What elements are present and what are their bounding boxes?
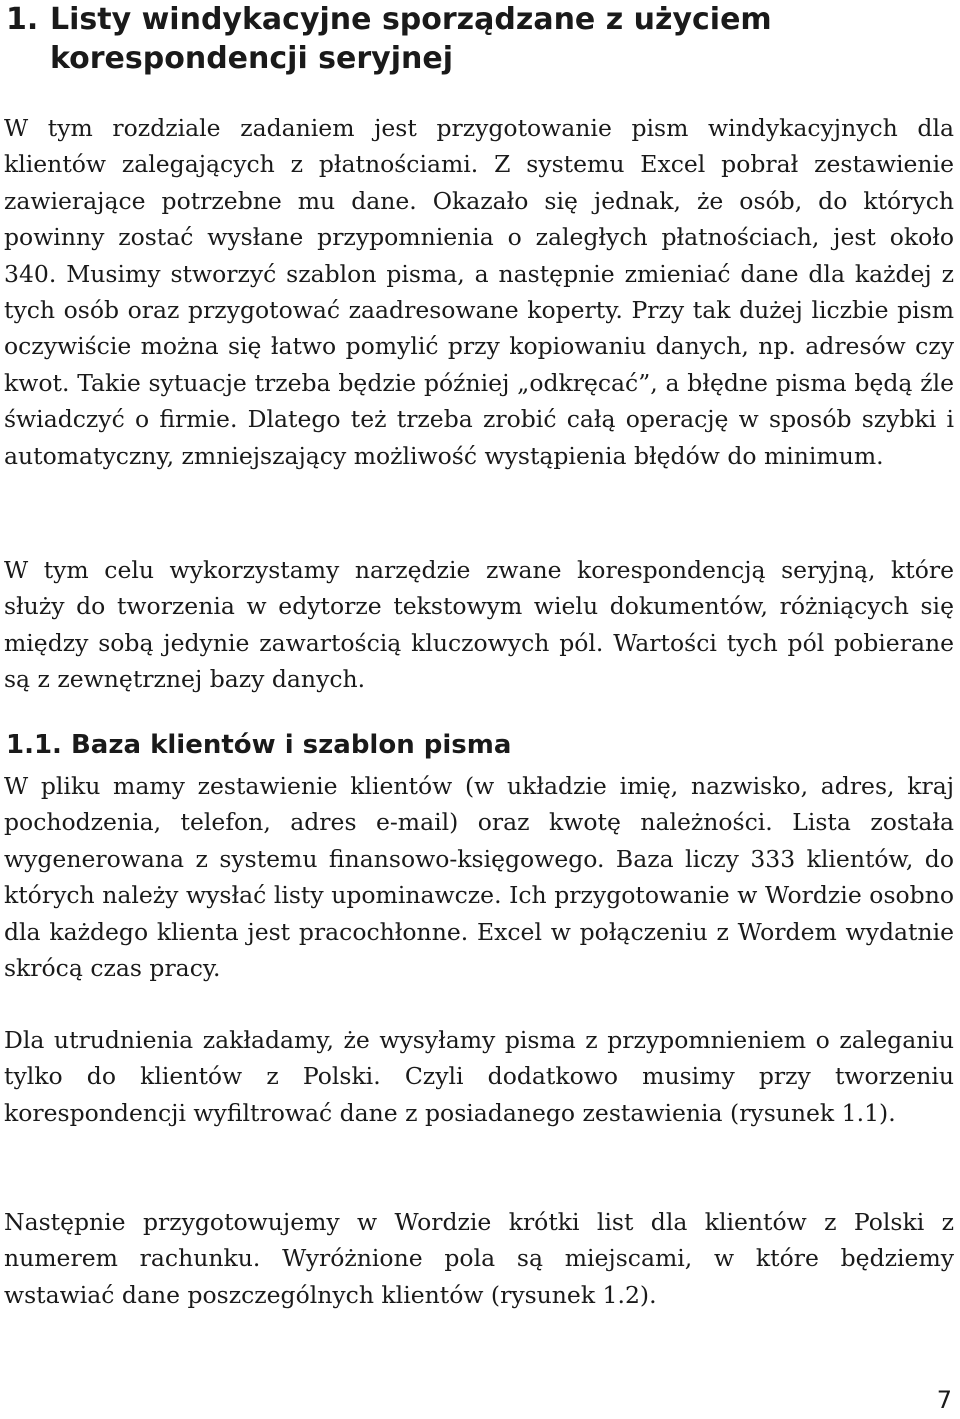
chapter-title: Listy windykacyjne sporządzane z użyciem korespondencji seryjnej bbox=[50, 2, 772, 76]
chapter-number: 1. bbox=[6, 2, 39, 37]
intro-paragraph-1: W tym rozdziale zadaniem jest przygotowanie pism windykacyjnych dla klientów zalegających z płatnościami. Z systemu Excel pobrał zestawienie zawierające potrzebne mu dane. Okazało się jednak, że osób, do których powinny zostać wysłane przypomnienia o zaległych płatnościach, jest około 340. Musimy stworzyć szablon pisma, a następnie zmieniać dane dla każdej z tych osób oraz przygotować zaadresowane koperty. Przy tak dużej liczbie pism oczywiście można się łatwo pomylić przy kopiowaniu danych, np. adresów czy kwot. Takie sytuacje trzeba będzie później „odkręcać”, a błędne pisma będą źle świadczyć o firmie. Dlatego też trzeba zrobić całą operację w sposób szybki i automatyczny, zmniejszający możliwość wystąpienia błędów do minimum. bbox=[4, 114, 954, 470]
intro-paragraph-2: W tym celu wykorzystamy narzędzie zwane korespondencją seryjną, które służy do tworzenia w edytorze tekstowym wielu dokumentów, różniących się między sobą jedynie zawartością kluczowych pól. Wartości tych pól pobierane są z zewnętrznej bazy danych. bbox=[4, 556, 954, 694]
section-paragraph-2: Dla utrudnienia zakładamy, że wysyłamy pisma z przypomnieniem o zaleganiu tylko do klientów z Polski. Czyli dodatkowo musimy przy tworzeniu korespondencji wyfiltrować dane z posiadanego zestawienia (rysunek 1.1). bbox=[4, 1026, 954, 1127]
section-heading: 1.1. Baza klientów i szablon pisma bbox=[6, 730, 512, 760]
section-paragraph-1: W pliku mamy zestawienie klientów (w układzie imię, nazwisko, adres, kraj pochodzenia, telefon, adres e-mail) oraz kwotę należności. Lista została wygenerowana z systemu finansowo-księgowego. Baza liczy 333 klientów, do których należy wysłać listy upominawcze. Ich przygotowanie w Wordzie osobno dla każdego klienta jest pracochłonne. Excel w połączeniu z Wordem wydatnie skrócą czas pracy. bbox=[4, 772, 954, 983]
page-number: 7 bbox=[936, 1386, 952, 1414]
section-paragraph-3: Następnie przygotowujemy w Wordzie krótki list dla klientów z Polski z numerem rachunku. Wyróżnione pola są miejscami, w które będziemy wstawiać dane poszczególnych klientów (rysunek 1.2). bbox=[4, 1208, 954, 1309]
chapter-heading bbox=[6, 0, 946, 78]
